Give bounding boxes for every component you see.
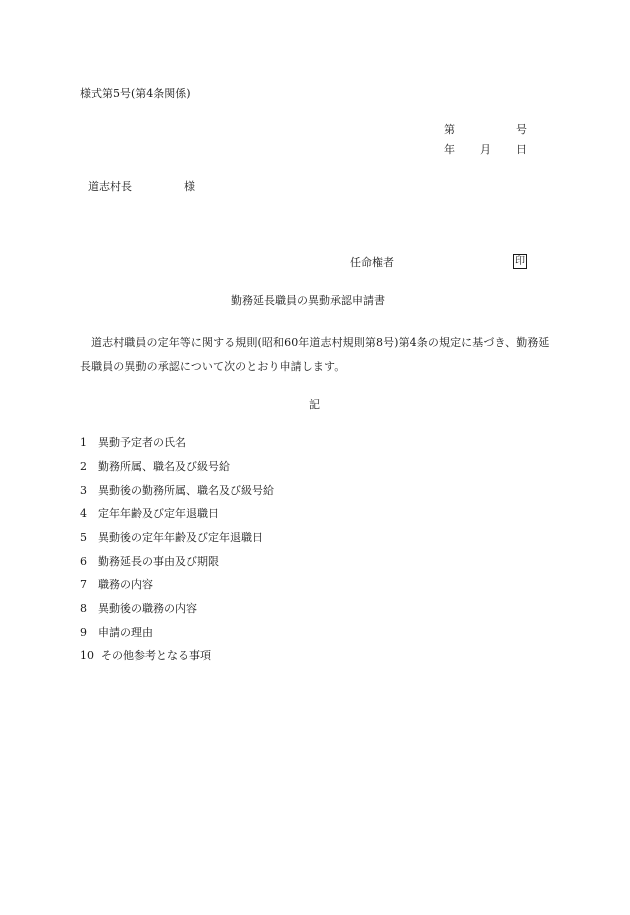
list-item-number: 4 xyxy=(80,507,87,520)
list-item xyxy=(80,436,186,450)
date-day-label: 日 xyxy=(516,143,527,156)
appointer-label: 任命権者 xyxy=(350,256,394,269)
list-item xyxy=(80,460,230,474)
ki-label: 記 xyxy=(309,398,320,411)
body-paragraph: 道志村職員の定年等に関する規則(昭和60年道志村規則第8号)第4条の規定に基づき、勤務延長職員の異動の承認について次のとおり申請します。 xyxy=(80,336,550,373)
document-title: 勤務延長職員の異動承認申請書 xyxy=(231,294,385,307)
list-item xyxy=(80,602,197,616)
addressee-name: 道志村長 xyxy=(88,180,132,193)
list-item xyxy=(80,578,153,592)
list-item-text: 定年年齢及び定年退職日 xyxy=(98,507,219,520)
list-item-text: 申請の理由 xyxy=(98,626,153,639)
list-item-text: 勤務延長の事由及び期限 xyxy=(98,555,219,568)
date-month-label: 月 xyxy=(480,143,491,156)
list-item-number: 9 xyxy=(80,626,87,639)
list-item-text: 異動後の定年年齢及び定年退職日 xyxy=(98,531,263,544)
list-item-number: 10 xyxy=(80,649,94,662)
list-item-number: 2 xyxy=(80,460,87,473)
list-item xyxy=(80,555,219,569)
list-item xyxy=(80,484,274,498)
list-item xyxy=(80,507,219,521)
seal-mark: 印 xyxy=(515,256,525,267)
list-item-number: 1 xyxy=(80,436,87,449)
document-number-prefix: 第 xyxy=(444,123,455,136)
list-item-text: その他参考となる事項 xyxy=(101,649,211,662)
list-item xyxy=(80,531,263,545)
list-item-number: 3 xyxy=(80,484,87,497)
date-year-label: 年 xyxy=(444,143,455,156)
list-item xyxy=(80,649,211,663)
document-number-suffix: 号 xyxy=(516,123,527,136)
form-number: 様式第5号(第4条関係) xyxy=(80,87,191,100)
list-item xyxy=(80,626,153,640)
list-item-number: 8 xyxy=(80,602,87,615)
list-item-number: 5 xyxy=(80,531,87,544)
addressee-honorific: 様 xyxy=(184,180,195,193)
list-item-number: 7 xyxy=(80,578,87,591)
list-item-text: 異動後の勤務所属、職名及び級号給 xyxy=(98,484,274,497)
list-item-number: 6 xyxy=(80,555,87,568)
list-item-text: 異動後の職務の内容 xyxy=(98,602,197,615)
list-item-text: 職務の内容 xyxy=(98,578,153,591)
list-item-text: 勤務所属、職名及び級号給 xyxy=(98,460,230,473)
list-item-text: 異動予定者の氏名 xyxy=(98,436,186,449)
